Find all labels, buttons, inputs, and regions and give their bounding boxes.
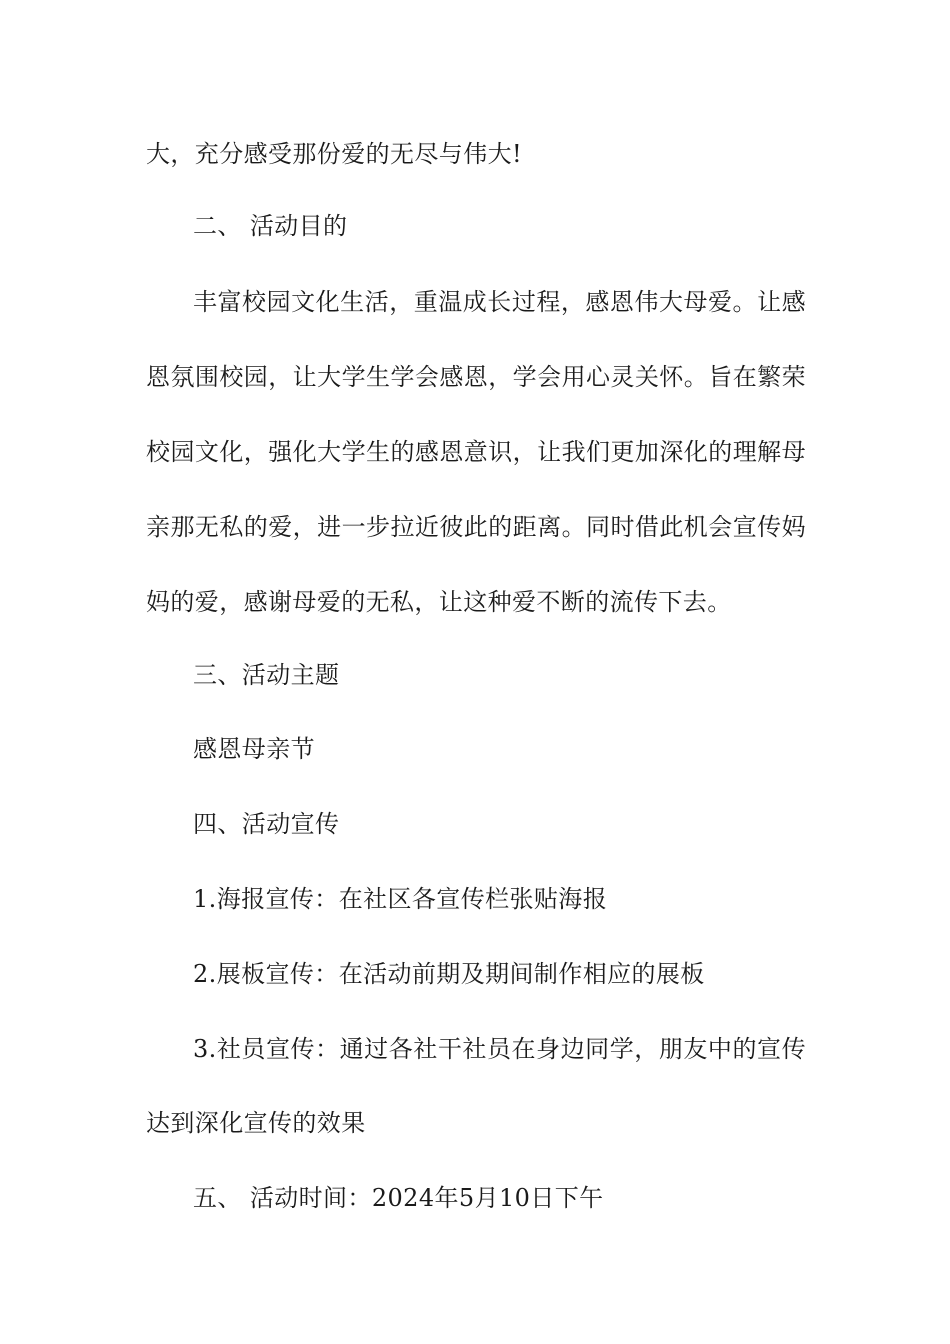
purpose-text-line-2: 恩氛围校园，让大学生学会感恩，学会用心灵关怀。旨在繁荣 xyxy=(146,363,806,391)
theme-text: 感恩母亲节 xyxy=(193,735,315,763)
purpose-text-line-3: 校园文化，强化大学生的感恩意识，让我们更加深化的理解母 xyxy=(146,438,806,466)
section-heading-purpose: 二、 活动目的 xyxy=(193,212,348,240)
section-heading-promotion: 四、活动宣传 xyxy=(193,810,340,838)
section-heading-time: 五、 活动时间：2024年5月10日下午 xyxy=(193,1184,604,1212)
purpose-text-line-4: 亲那无私的爱，进一步拉近彼此的距离。同时借此机会宣传妈 xyxy=(146,513,806,541)
purpose-text-line-5: 妈的爱，感谢母爱的无私，让这种爱不断的流传下去。 xyxy=(146,588,732,616)
promotion-item-2: 2.展板宣传：在活动前期及期间制作相应的展板 xyxy=(193,960,705,988)
paragraph-continuation: 大，充分感受那份爱的无尽与伟大! xyxy=(146,140,523,168)
section-heading-theme: 三、活动主题 xyxy=(193,661,340,689)
purpose-text-line-1: 丰富校园文化生活，重温成长过程，感恩伟大母爱。让感 xyxy=(193,288,806,316)
promotion-item-1: 1.海报宣传：在社区各宣传栏张贴海报 xyxy=(193,885,608,913)
promotion-item-3: 3.社员宣传：通过各社干社员在身边同学，朋友中的宣传 xyxy=(193,1035,806,1063)
promotion-item-3-continuation: 达到深化宣传的效果 xyxy=(146,1109,366,1137)
